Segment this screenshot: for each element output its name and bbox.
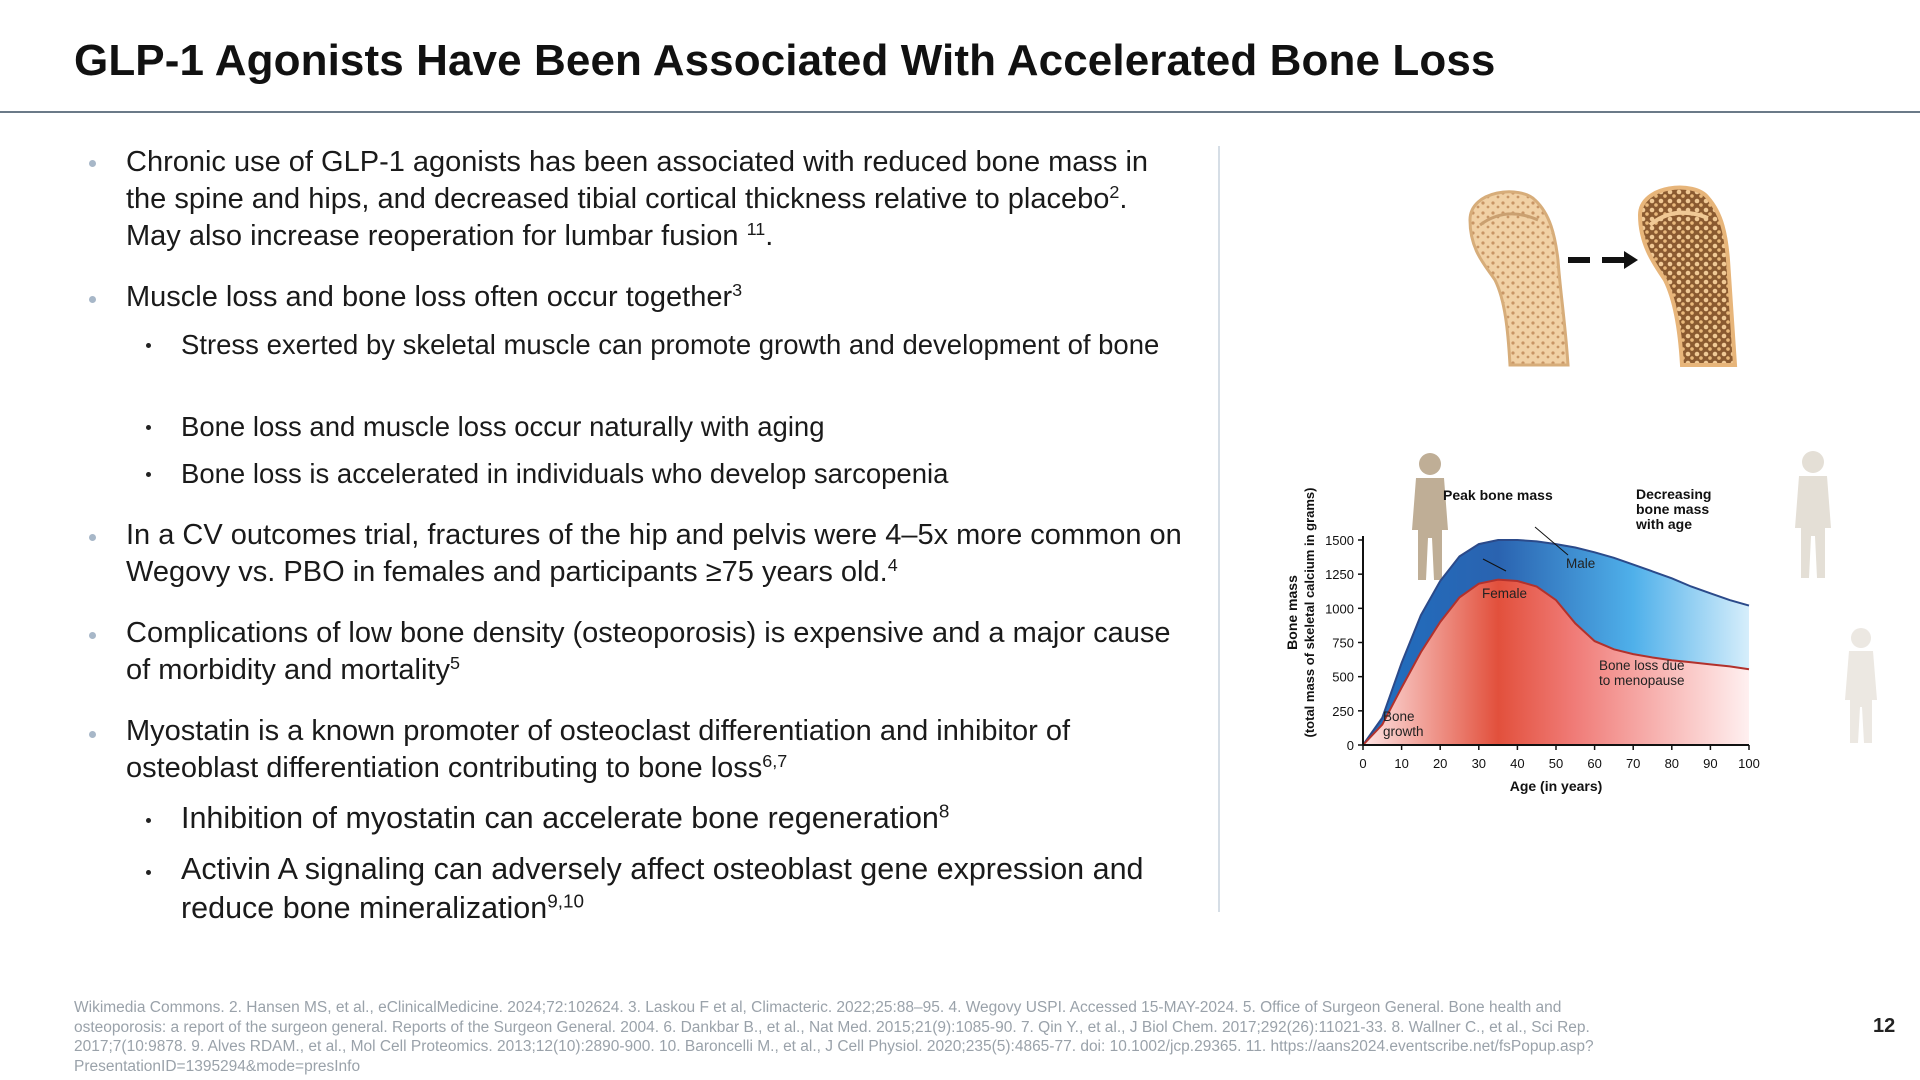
bullet-5: Myostatin is a known promoter of osteoclast differentiation and inhibitor of osteoblast differentiation contributing to bone loss$^{6,7}$ — [126, 715, 1071, 784]
bullet-dot — [89, 731, 96, 738]
x-tick-label: 100 — [1738, 756, 1760, 771]
legend-male: Male — [1566, 556, 1596, 571]
references-footnote: Wikimedia Commons. 2. Hansen MS, et al., eClinicalMedicine. 2024;72:102624. 3. Laskou F et al, Climacteric. 2022;25:88–95. 4. Wegovy USPI. Accessed 15-MAY-2024. 5. Office of Surgeon General. Bone health and osteoporosis: a report of the surgeon general. Reports of the Surgeon General. 2004. 6. Dankbar B., et al., Nat Med. 2015;21(9):1085-90. 7. Qin Y., et al., J Biol Chem. 2017;292(26):11021-33. 8. Wallner C., et al., Sci Rep. 2017;7(10:9878. 9. Alves RDAM., et al., Mol Cell Proteomics. 2013;12(10):2890-900. 10. Baroncelli M., et al., J Cell Physiol. 2020;235(5):4865-77. doi: 10.1002/jcp.29365. 11. https://aans2024.eventscribe.net/fsPopup.asp?PresentationID=1395294&mode=presInfo — [74, 999, 1594, 1075]
sub-bullet-dot — [146, 818, 151, 823]
column-divider — [1218, 146, 1220, 912]
sub-bullet-5-2: Activin A signaling can adversely affect osteoblast gene expression and reduce bone mineralization$^{9,10}$ — [181, 852, 1144, 925]
y-tick-label: 1250 — [1325, 567, 1354, 583]
sub-bullet-2-3: Bone loss is accelerated in individuals who develop sarcopenia — [181, 458, 949, 489]
annotation-decreasing: Decreasing — [1636, 486, 1712, 502]
arrow-right-icon — [1568, 251, 1638, 269]
sub-bullet-dot — [146, 425, 151, 430]
bone-mass-chart — [1250, 440, 1900, 840]
title-divider — [0, 111, 1920, 113]
bullet-4: Complications of low bone density (osteoporosis) is expensive and a major cause of morbidity and mortality$^5$ — [126, 617, 1171, 686]
annotation-bone-growth: growth — [1383, 724, 1424, 739]
bullet-dot — [89, 632, 96, 639]
slide-title: GLP-1 Agonists Have Been Associated With Accelerated Bone Loss — [74, 36, 1496, 85]
sub-bullet-dot — [146, 343, 151, 348]
y-tick-label: 1000 — [1325, 601, 1354, 617]
y-tick-label: 1500 — [1325, 533, 1354, 548]
annotation-decreasing: with age — [1636, 516, 1693, 532]
bullet-dot — [89, 296, 96, 303]
y-tick-label: 500 — [1332, 669, 1354, 685]
legend-female: Female — [1482, 586, 1528, 601]
x-tick-label: 60 — [1587, 756, 1602, 771]
annotation-bone-growth: Bone — [1383, 709, 1415, 724]
femur-head-normal-icon — [1470, 192, 1568, 365]
bullet-dot — [89, 534, 96, 541]
page-number: 12 — [1873, 1015, 1896, 1037]
sub-bullet-dot — [146, 472, 151, 477]
femur-head-osteoporotic-icon — [1640, 188, 1735, 365]
sub-bullet-5-1: Inhibition of myostatin can accelerate bone regeneration$^8$ — [181, 801, 950, 835]
y-axis-sublabel: (total mass of skeletal calcium in grams) — [1302, 487, 1317, 738]
x-tick-label: 0 — [1359, 756, 1367, 771]
y-tick-label: 250 — [1332, 703, 1354, 719]
x-tick-label: 20 — [1432, 756, 1448, 771]
human-figure-icon — [1795, 451, 1831, 578]
x-tick-label: 70 — [1625, 756, 1641, 771]
y-tick-label: 750 — [1332, 635, 1354, 651]
bone-illustration — [1460, 180, 1790, 380]
bullet-2: Muscle loss and bone loss often occur together$^3$ — [126, 280, 743, 313]
human-figure-icon — [1412, 453, 1448, 580]
annotation-decreasing: bone mass — [1636, 501, 1710, 517]
x-tick-label: 50 — [1548, 756, 1564, 771]
human-figure-icon — [1845, 628, 1877, 743]
x-tick-label: 90 — [1703, 756, 1718, 771]
annotation-peak-bone-mass: Peak bone mass — [1443, 487, 1553, 503]
sub-bullet-2-2: Bone loss and muscle loss occur naturally with aging — [181, 411, 825, 442]
x-tick-label: 10 — [1394, 756, 1409, 771]
annotation-menopause: Bone loss due — [1599, 658, 1685, 673]
sub-bullet-2-1: Stress exerted by skeletal muscle can promote growth and development of bone — [181, 329, 1160, 360]
y-axis-label: Bone mass — [1284, 575, 1300, 650]
bullet-dot — [89, 160, 96, 167]
x-tick-label: 40 — [1510, 756, 1525, 771]
y-tick-label: 0 — [1346, 738, 1354, 753]
x-axis-label: Age (in years) — [1509, 778, 1603, 794]
x-tick-label: 80 — [1664, 756, 1680, 771]
bullet-3: In a CV outcomes trial, fractures of the hip and pelvis were 4–5x more common on Wegovy vs. PBO in females and participants ≥75 years old.$^4$ — [126, 519, 1182, 588]
x-tick-label: 30 — [1471, 756, 1487, 771]
sub-bullet-dot — [146, 870, 151, 875]
annotation-menopause: to menopause — [1599, 673, 1685, 688]
bullet-1: Chronic use of GLP-1 agonists has been associated with reduced bone mass in the spine and hips, and decreased tibial cortical thickness relative to placebo$^2$. May also increase reoperation for lumbar fusion $^{11}$. — [126, 146, 1149, 252]
